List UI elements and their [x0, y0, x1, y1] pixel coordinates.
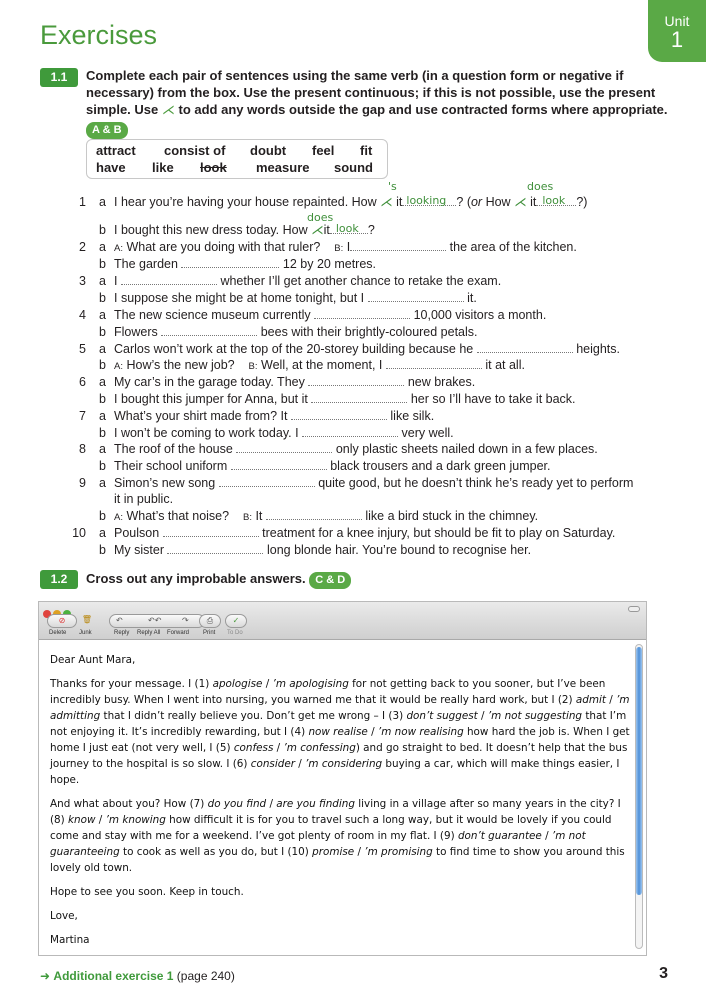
speaker-label: A: [114, 243, 123, 254]
delete-icon[interactable]: ⊘ [47, 614, 77, 628]
item-number: 10 [72, 526, 86, 540]
print-button-label: Print [203, 630, 216, 636]
item-text: only plastic sheets nailed down in a few places. [335, 442, 598, 456]
answer-gap[interactable] [291, 409, 387, 420]
word-box-item: attract [96, 143, 136, 158]
email-text: Thanks for your message. I (1) [50, 678, 213, 690]
reply-icon[interactable]: ↶ [116, 616, 123, 625]
insert-mark-icon: ⋌ [380, 195, 393, 209]
page-reference: (page 240) [176, 969, 235, 983]
item-text: I [114, 274, 118, 288]
item-letter: b [99, 426, 106, 440]
answer-option[interactable]: ’m not guaranteeing [50, 830, 586, 858]
print-icon[interactable]: ⎙ [199, 614, 221, 628]
word-box-item: consist of [164, 143, 226, 158]
item-number: 3 [79, 274, 86, 288]
item-text: ? ( [456, 195, 471, 209]
instruction-text: to add any words outside the gap and use contracted forms where appropriate. [174, 102, 668, 117]
email-text: / [95, 814, 106, 826]
reply-all-icon[interactable]: ↶↶ [148, 616, 162, 625]
email-text: And what about you? How (7) [50, 798, 208, 810]
answer-gap[interactable] [314, 308, 410, 319]
handwritten-answer: does [527, 180, 554, 193]
item-number: 6 [79, 375, 86, 389]
answer-gap[interactable] [181, 257, 279, 268]
item-text: it. [467, 291, 477, 305]
item-text: 12 by 20 metres. [282, 257, 377, 271]
scrollbar-thumb[interactable] [636, 647, 642, 895]
answer-option[interactable]: ’m confessing [283, 742, 356, 754]
item-letter: b [99, 509, 106, 523]
unit-number: 1 [670, 27, 684, 52]
item-letter: a [99, 442, 106, 456]
item-letter: b [99, 291, 106, 305]
insert-mark-icon: ⋌ [514, 195, 527, 209]
answer-option[interactable]: don’t suggest [406, 710, 478, 722]
answer-option[interactable]: ’m now realising [377, 726, 464, 738]
email-greeting: Dear Aunt Mara, [50, 654, 136, 666]
handwritten-answer: 's [388, 180, 397, 193]
answer-gap[interactable] [536, 195, 576, 206]
delete-button-label: Delete [49, 630, 67, 636]
answer-option[interactable]: confess [233, 742, 274, 754]
exercise-instruction-1-2 [86, 570, 351, 589]
insert-mark-icon: ⋌ [311, 223, 324, 237]
item-text: treatment for a knee injury, but should be fit to play on Saturday. [262, 526, 616, 540]
item-number: 7 [79, 409, 86, 423]
answer-gap[interactable] [167, 543, 263, 554]
item-text: Carlos won’t work at the top of the 20-storey building because he [114, 342, 474, 356]
answer-gap[interactable] [477, 342, 573, 353]
email-body [50, 652, 635, 956]
answer-gap[interactable] [236, 442, 332, 453]
item-text: like a bird stuck in the chimney. [365, 509, 539, 523]
speaker-label: B: [334, 243, 344, 254]
forward-icon[interactable]: ↷ [182, 616, 189, 625]
answer-option[interactable]: ’m knowing [105, 814, 166, 826]
answer-gap[interactable] [368, 291, 464, 302]
answer-gap[interactable] [308, 375, 404, 386]
item-letter: a [99, 476, 106, 490]
speaker-label: A: [114, 361, 123, 372]
item-text: Their school uniform [114, 459, 228, 473]
unit-label: Unit [664, 13, 690, 29]
unit-tab [648, 0, 706, 62]
item-letter: b [99, 325, 106, 339]
item-letter: a [99, 409, 106, 423]
item-text: new brakes. [407, 375, 476, 389]
section-ref-pill: A & B [86, 122, 128, 139]
email-text: / [477, 710, 488, 722]
item-text: her so I’ll have to take it back. [410, 392, 576, 406]
page-title: Exercises [40, 20, 158, 50]
item-text: whether I’ll get another chance to retake the exam. [220, 274, 502, 288]
email-paragraph-2 [50, 796, 635, 876]
item-text: My sister [114, 543, 164, 557]
item-text: How’s the new job? [126, 358, 235, 372]
answer-gap[interactable] [350, 240, 446, 251]
section-ref-pill: C & D [309, 572, 351, 589]
instruction-line [86, 101, 668, 118]
item-text: Well, at the moment, I [261, 358, 383, 372]
item-text: quite good, but he doesn’t think he’s ready yet to perform [318, 476, 634, 490]
answer-gap[interactable] [402, 195, 456, 206]
answer-option[interactable]: consider [250, 758, 295, 770]
item-letter: a [99, 274, 106, 288]
junk-button-label: Junk [79, 630, 92, 636]
answer-option[interactable]: ’m not suggesting [487, 710, 583, 722]
item-letter: a [99, 375, 106, 389]
answer-gap[interactable] [330, 223, 368, 234]
item-letter: a [99, 195, 106, 209]
item-text: I bought this jumper for Anna, but it [114, 392, 308, 406]
answer-option[interactable]: know [68, 814, 96, 826]
answer-option[interactable]: apologise [212, 678, 263, 690]
exercise-badge-1-2: 1.2 [40, 570, 78, 589]
exercise-item-9a-continued: it in public. [114, 492, 174, 506]
answer-gap[interactable] [302, 426, 398, 437]
email-text: to cook as well as you do, but I (10) [119, 846, 313, 858]
word-box-item: feel [312, 143, 335, 158]
item-text: ? [367, 223, 375, 237]
email-text: that I didn’t really believe you. Don’t get me wrong – I (3) [100, 710, 407, 722]
handwritten-answer: look [542, 194, 566, 207]
answer-option[interactable]: admit [575, 694, 606, 706]
reply-group [109, 614, 205, 628]
item-number: 2 [79, 240, 86, 254]
item-letter: a [99, 526, 106, 540]
email-toolbar [39, 602, 646, 640]
junk-icon[interactable]: 🗑 [81, 615, 93, 624]
email-text: buying a car, which will make things easier, I hope. [50, 758, 620, 786]
email-text: / [273, 742, 284, 754]
answer-option[interactable]: promise [312, 846, 355, 858]
item-number: 4 [79, 308, 86, 322]
item-text: The roof of the house [114, 442, 233, 456]
answer-option[interactable]: do you find [207, 798, 267, 810]
item-text: like silk. [390, 409, 435, 423]
email-text: / [367, 726, 378, 738]
email-window [38, 601, 647, 956]
item-letter: b [99, 223, 106, 237]
word-box-item: have [96, 160, 126, 175]
item-text: it [323, 223, 330, 237]
item-text: it at all. [485, 358, 525, 372]
item-text: The new science museum currently [114, 308, 311, 322]
instruction-line: necessary) from the box. Use the present continuous; if this is not possible, use the present [86, 85, 656, 100]
email-text: that I’m not enjoying it. It’s incredibly rewarding, but I (4) [50, 710, 627, 738]
word-box-item-crossed: look [200, 160, 227, 175]
word-box-item: fit [360, 143, 373, 158]
answer-gap[interactable] [386, 358, 482, 369]
item-text: What’s that noise? [126, 509, 230, 523]
item-text: or [470, 195, 483, 209]
item-text: The garden [114, 257, 178, 271]
email-text: living in a village after so many years in the city? I (8) [50, 798, 621, 826]
additional-exercise-link[interactable] [40, 969, 235, 983]
item-text: I won’t be coming to work today. I [114, 426, 299, 440]
item-text: long blonde hair. You’re bound to recognise her. [266, 543, 532, 557]
answer-option[interactable]: are you finding [276, 798, 355, 810]
item-number: 9 [79, 476, 86, 490]
answer-gap[interactable] [311, 392, 407, 403]
answer-gap[interactable] [266, 509, 362, 520]
email-text: how hard the job is. When I get home I just eat (not very well, I (5) [50, 726, 630, 754]
item-text: heights. [576, 342, 620, 356]
email-closing: Hope to see you soon. Keep in touch. [50, 886, 244, 898]
exercise-instruction-1-1 [86, 67, 668, 139]
handwritten-answer: looking [406, 194, 447, 207]
email-paragraph-1 [50, 676, 635, 788]
item-text: 10,000 visitors a month. [413, 308, 547, 322]
item-text: It [255, 509, 263, 523]
item-text: I suppose she might be at home tonight, but I [114, 291, 365, 305]
item-letter: b [99, 257, 106, 271]
email-text: / [266, 798, 277, 810]
todo-button-label: To Do [227, 630, 243, 636]
item-text: very well. [401, 426, 454, 440]
item-letter: b [99, 543, 106, 557]
answer-option[interactable]: ’m admitting [50, 694, 630, 722]
reply-button-label: Reply [114, 630, 130, 636]
email-signoff: Love, [50, 910, 78, 922]
answer-gap[interactable] [163, 526, 259, 537]
item-text: How [482, 195, 511, 209]
item-number: 5 [79, 342, 86, 356]
email-text: for not getting back to you sooner, but I’ve been incredibly busy. When I went into nursing, you warned me that it would be really hard work, but I (2) [50, 678, 606, 706]
item-text: My car’s in the garage today. They [114, 375, 305, 389]
speaker-label: B: [242, 512, 252, 523]
answer-option[interactable]: don’t guarantee [457, 830, 542, 842]
answer-gap[interactable] [121, 274, 217, 285]
answer-gap[interactable] [161, 325, 257, 336]
word-box-item: like [152, 160, 174, 175]
item-number: 1 [79, 195, 86, 209]
email-text: / [295, 758, 306, 770]
item-number: 8 [79, 442, 86, 456]
item-text: the area of the kitchen. [449, 240, 577, 254]
item-letter: b [99, 358, 106, 372]
email-text: / [354, 846, 365, 858]
email-text: / [541, 830, 552, 842]
item-text: I hear you’re having your house repainted. How [114, 195, 377, 209]
link-label: Additional exercise 1 [53, 969, 174, 983]
email-text: how difficult it is for you to travel such a long way, but it would be lovely if you could come and stay with me for a weekend. I’ve got plenty of room in my flat. I (9) [50, 814, 612, 842]
insert-mark-icon: ⋌ [161, 102, 175, 117]
item-text: What’s your shirt made from? It [114, 409, 288, 423]
handwritten-answer: look [335, 222, 359, 235]
item-letter: b [99, 392, 106, 406]
instruction-text: simple. Use [86, 102, 162, 117]
email-text: / [605, 694, 617, 706]
email-text: ) and go straight to bed. It doesn’t help that the bus journey to the hospital is so slow. I (6) [50, 742, 628, 770]
answer-gap[interactable] [219, 476, 315, 487]
forward-button-label: Forward [167, 630, 190, 636]
item-letter: a [99, 240, 106, 254]
email-signature: Martina [50, 934, 90, 946]
speaker-label: A: [114, 512, 123, 523]
email-text: to find time to show you around this lovely old town. [50, 846, 625, 874]
item-text: ?) [576, 195, 588, 209]
item-text: Poulson [114, 526, 160, 540]
answer-option[interactable]: ’m considering [305, 758, 383, 770]
arrow-right-icon: ➜ [40, 969, 51, 983]
item-text: bees with their brightly-coloured petals. [260, 325, 478, 339]
item-letter: a [99, 342, 106, 356]
item-text: I [346, 240, 351, 254]
item-text: Flowers [114, 325, 158, 339]
answer-option[interactable]: ’m promising [364, 846, 433, 858]
email-text: / [262, 678, 273, 690]
page-number: 3 [659, 965, 668, 982]
handwritten-answer: does [307, 211, 334, 224]
reply-all-button-label: Reply All [137, 630, 161, 636]
todo-check-icon[interactable]: ✓ [225, 614, 247, 628]
item-text: black trousers and a dark green jumper. [330, 459, 551, 473]
answer-option[interactable]: now realise [308, 726, 368, 738]
item-text: What are you doing with that ruler? [126, 240, 321, 254]
answer-gap[interactable] [231, 459, 327, 470]
email-scrollbar[interactable] [635, 644, 643, 949]
word-box-item: sound [334, 160, 373, 175]
instruction-text: Cross out any improbable answers. [86, 571, 306, 586]
word-box-item: doubt [250, 143, 287, 158]
item-text: I bought this new dress today. How [114, 223, 308, 237]
item-letter: b [99, 459, 106, 473]
item-text: it [530, 195, 537, 209]
item-text: Simon’s new song [114, 476, 216, 490]
item-letter: a [99, 308, 106, 322]
item-text: it [396, 195, 403, 209]
instruction-line: Complete each pair of sentences using the same verb (in a question form or negative if [86, 68, 624, 83]
toolbar-toggle-icon[interactable] [628, 606, 640, 612]
word-box-item: measure [256, 160, 310, 175]
answer-option[interactable]: ’m apologising [272, 678, 349, 690]
exercise-badge-1-1: 1.1 [40, 68, 78, 87]
speaker-label: B: [248, 361, 258, 372]
